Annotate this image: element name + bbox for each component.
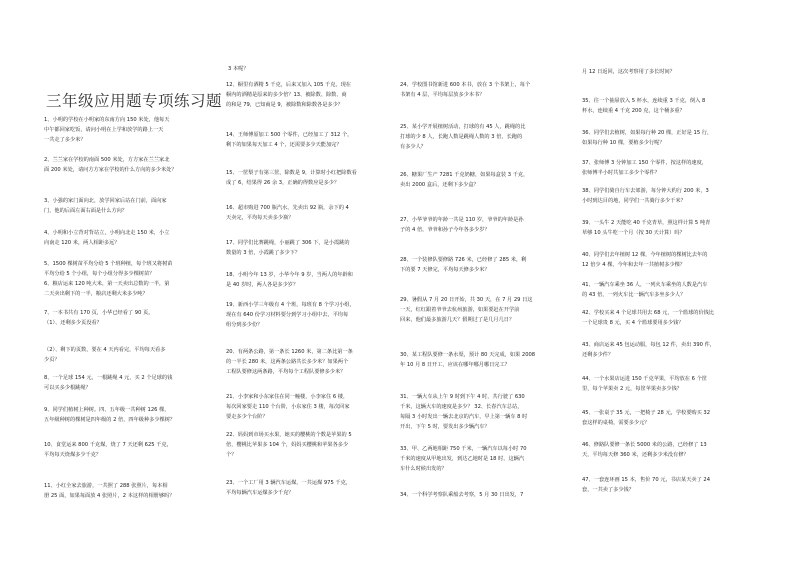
question-q42 — [582, 308, 750, 328]
question-q18 — [226, 270, 388, 290]
question-line: 月 12 日返回，这次考察用了多长时间？ — [582, 69, 675, 75]
question-line: 6、粮店运来 120 吨大米，第一天卖出总数的一半，第 — [44, 281, 170, 287]
question-q17 — [226, 238, 388, 258]
question-line: 卖出 2000 盒后，还剩下多少盒？ — [400, 182, 479, 188]
question-q40 — [582, 250, 750, 270]
question-q43 — [582, 340, 750, 360]
question-line: 小时到达目的地，同学们一共骑行多少千米？ — [582, 198, 686, 204]
question-q39 — [582, 218, 750, 238]
question-line: 38、同学们骑自行车去郊游，每分钟大约行 200 米，3 — [582, 188, 709, 194]
question-line: 套，一共卖了多少钱？ — [582, 487, 634, 493]
question-line: 19、新西小学三年级有 4 个班，每班有 8 个学习小组， — [226, 302, 355, 308]
question-line: 张师傅半小时共加工多少个零件？ — [582, 170, 660, 176]
question-line: 1、小明的学校在小明家的东南方向 150 米处，他每天 — [44, 117, 170, 123]
question-q14 — [226, 130, 388, 150]
question-line: 一个足球贵 8 元，买 4 个篮球要用多少钱？ — [582, 320, 684, 326]
question-line: 27、小华爷爷的年龄一共是 110 岁，爷爷的年龄是孙 — [400, 217, 524, 223]
question-line: 的一半长 280 米，这两条公路共长多少米？如果两个 — [226, 359, 349, 365]
question-q7b — [44, 345, 216, 365]
question-line: 3、小强的家门面向北，放学回家后站在门前，面向家 — [44, 198, 167, 204]
question-q10 — [44, 440, 216, 460]
question-line: 天卖完，平均每天卖多少瓶？ — [226, 215, 294, 221]
question-line: 39、一头牛 2 天能吃 40 千克青草，照这样计算 5 吨青 — [582, 220, 711, 226]
question-q44 — [582, 374, 750, 394]
question-q2 — [44, 155, 216, 175]
question-q7 — [44, 308, 216, 328]
question-line: 47、一套连环画 15 本，售价 70 元，书店某天卖了 24 — [582, 477, 711, 483]
question-line: 现在有 640 份学习材料要分到学习小组中去，平均每 — [226, 312, 349, 318]
question-line: 下的要 7 天修完，平均每天修多少米？ — [400, 267, 490, 273]
question-line: 有多少人？ — [400, 144, 426, 150]
question-q9 — [44, 405, 216, 425]
question-q23 — [226, 478, 388, 498]
question-q11 — [44, 481, 216, 501]
question-q38 — [582, 186, 750, 206]
question-line: 书架有 4 层，平均每层放多少本书？ — [400, 92, 485, 98]
question-line: 的和是 79，已知商是 9，被除数和除数各是多少？ — [226, 102, 343, 108]
question-line: 23、一个工厂用 3 辆汽车运煤，一共运煤 975 千克， — [226, 480, 351, 486]
question-q15 — [226, 168, 388, 188]
question-q19 — [226, 300, 388, 330]
question-q20 — [226, 347, 388, 377]
question-line: 千米的速度从甲地出发，到达乙地时是 18 时，这辆汽 — [400, 456, 525, 462]
question-q35 — [582, 96, 750, 116]
question-line: 18、小明今年 13 岁，小华今年 9 岁，当两人的年龄和 — [226, 272, 353, 278]
question-line: 37、张师傅 3 分钟加工 150 个零件，按这样的速度， — [582, 160, 707, 166]
question-line: 44、一个水果店运进 150 千克苹果，平均放在 6 个筐 — [582, 376, 707, 382]
question-line: 26、糖果厂生产 7281 千克奶糖，如果每盒装 3 千克， — [400, 172, 529, 178]
question-line: 43、商店运来 45 包运动服，每包 12 件，卖出 390 件， — [582, 342, 715, 348]
question-line: 是 40 岁时，两人各是多少岁？ — [226, 282, 299, 288]
question-line: 28、一个装修队要修路 726 米，已经修了 285 米，剩 — [400, 257, 527, 263]
question-line: 11、小红全家去旅游，一共照了 288 张照片，每本相 — [44, 483, 168, 489]
question-q22 — [226, 430, 388, 460]
question-line: 个？ — [226, 452, 237, 458]
question-line: 还剩多少件？ — [582, 352, 614, 358]
question-line: 7、一本书共有 170 页，小华已经看了 90 页。 — [44, 310, 154, 316]
question-line: 36、同学们去植树，如果每行种 20 棵，正好是 15 行， — [582, 130, 713, 136]
question-line: 开出，下午 5 时，要发出多少辆汽车？ — [400, 424, 490, 430]
question-q34b — [582, 67, 750, 77]
question-q5 — [44, 259, 216, 279]
question-line: 每隔 3 小时发出一辆去北京的汽车，早上第一辆车 8 时 — [400, 414, 528, 420]
question-continuation: 3 本呢？ — [228, 66, 249, 72]
question-line: 17、同学们比赛跳绳，小丽跳了 306 下，是小霞跳的 — [226, 240, 350, 246]
question-q26 — [400, 170, 572, 190]
question-line: （1）、还剩多少页没看？ — [44, 320, 102, 326]
question-line: 五年级种树的棵树是四年级的 2 倍，四年级种多少棵树？ — [44, 417, 176, 423]
question-q47 — [582, 475, 750, 495]
question-line: 年 10 月 8 日开工，应该在哪年哪月哪日完工？ — [400, 362, 510, 368]
question-line: 一天，红红跟着爷爷去杭州旅游，如果要赶在开学前 — [400, 307, 520, 313]
question-line: 34、一个科学考察队乘船去考察，5 月 30 日出发，7 — [400, 492, 524, 498]
question-line: 每次回家要走 110 个台阶，小东家住 3 楼，每次回家 — [226, 404, 350, 410]
question-q41 — [582, 280, 750, 300]
question-line: 倍，樱桃比苹果多 104 个，妈妈买樱桃和苹果各多少 — [226, 442, 349, 448]
question-q24 — [400, 80, 572, 100]
question-q31 — [400, 392, 572, 432]
question-line: 向南走 120 米，两人相距多远？ — [44, 240, 120, 246]
question-q27 — [400, 215, 572, 235]
question-line: 24、学校图书馆新进 600 本书，放在 3 个书架上，每个 — [400, 82, 531, 88]
question-line: 33、甲、乙两地相距 750 千米，一辆汽车以每小时 70 — [400, 446, 527, 452]
question-line: 的 43 倍，一列火车比一辆汽车多坐多少人？ — [582, 292, 686, 298]
question-q45 — [582, 408, 750, 428]
question-q1 — [44, 115, 216, 145]
question-line: 回来，他们最多旅游几天？假期过了是几月几日？ — [400, 317, 515, 323]
question-q30 — [400, 350, 572, 370]
question-line: 12 倍少 4 棵，今年和去年一共植树多少棵？ — [582, 262, 686, 268]
question-line: 5、1500 棵树苗平均分给 5 个班种植，每个班又将树苗 — [44, 261, 173, 267]
question-line: 面 200 米处，请问方方家在学校的什么方向的多少米处？ — [44, 167, 177, 173]
question-line: 35、往一个抽屉放入 5 杯水，连续重 3 千克，倒入 8 — [582, 98, 706, 104]
question-q6 — [44, 279, 216, 299]
question-line: 42、学校买来 4 个足球共用去 68 元，一个篮球的价钱比 — [582, 310, 715, 316]
question-line: 要走多少个台阶？ — [226, 414, 268, 420]
question-line: （2）、剩下的页数，要在 4 天内看完，平均每天看多 — [44, 347, 166, 353]
question-q34 — [400, 490, 572, 500]
question-q21 — [226, 392, 388, 422]
question-q3 — [44, 196, 216, 216]
question-line: 40、同学们去年植树 12 棵，今年植树的棵树比去年的 — [582, 252, 708, 258]
question-line: 10、食堂运来 800 千克煤，烧了 7 天还剩 625 千克， — [44, 442, 172, 448]
question-q25 — [400, 122, 572, 152]
question-line: 46、修路队要修一条长 5000 米的公路，已经修了 13 — [582, 442, 707, 448]
question-line: 组分到多少份？ — [226, 322, 263, 328]
question-line: 数量的 3 倍，小霞跳了多少下？ — [226, 250, 301, 256]
question-line: 草够 10 头牛吃一个月（按 30 天计算）吗？ — [582, 230, 685, 236]
question-column-1 — [44, 0, 223, 561]
question-q4 — [44, 228, 216, 248]
question-q36 — [582, 128, 750, 148]
question-line: 册 25 面，如果每面放 4 张照片，2 本这样的相册够吗？ — [44, 493, 175, 499]
question-line: 9、同学们植树上种树。四、五年级一共种树 126 棵， — [44, 407, 170, 413]
question-line: 20、有两条公路，第一条长 1260 米，第二条比第一条 — [226, 349, 353, 355]
question-line: 41、一辆汽车乘坐 36 人，一列火车乘坐的人数是汽车 — [582, 282, 708, 288]
question-line: 21、小李家和小东家住在同一幢楼，小李家住 6 楼， — [226, 394, 349, 400]
question-q8 — [44, 373, 216, 393]
question-q28 — [400, 255, 572, 275]
question-line: 29、暑假从 7 月 20 日开始，共 30 天，在 7 月 29 日这 — [400, 297, 533, 303]
question-line: 平均每天烧煤多少千克？ — [44, 452, 102, 458]
question-q46 — [582, 440, 750, 460]
question-column-4 — [582, 0, 750, 561]
question-line: 如果每行种 10 棵，要植多少行呢？ — [582, 140, 665, 146]
question-line: 22、妈妈到市场买水果，她买的樱桃的个数是苹果的 5 — [226, 432, 352, 438]
question-line: 8、一个足球 154 元，一根跳绳 4 元，买 2 个足球的钱 — [44, 375, 173, 381]
question-line: 工程队要修这两条路，平均每个工程队要修多少米？ — [226, 369, 346, 375]
question-line: 30、某工程队要修一条水渠，预计 80 天完成，如果 2008 — [400, 352, 536, 358]
question-line: 25、某小学开展植树活动，打球的有 45 人，跳绳的比 — [400, 124, 526, 130]
question-line: 打球的少 8 人，长跑人数是跳绳人数的 3 倍，长跑的 — [400, 134, 523, 140]
question-line: 平均每辆汽车运煤多少千克？ — [226, 490, 294, 496]
question-q16 — [226, 203, 388, 223]
question-line: 天，平均每天修 360 米，还剩多少米没有修？ — [582, 452, 689, 458]
question-line: 车什么时候出发的？ — [400, 466, 447, 472]
question-line: 一共走了多少米？ — [44, 137, 86, 143]
question-q29 — [400, 295, 572, 325]
question-line: 门，他的后面左面右面是什么方向？ — [44, 208, 128, 214]
question-line: 14、王师傅原加工 500 个零件，已经加工了 312 个， — [226, 132, 353, 138]
question-line: 平均分给 5 个小组，每个小组分得多少棵树苗？ — [44, 271, 155, 277]
question-line: 千米，这辆大车的速度是多少？ 32、长春汽车总站， — [400, 404, 523, 410]
question-line: 12、橱里有酒精 5 千克，后来又加入 105 千克，现在 — [226, 82, 351, 88]
question-line: 16、超市购进 700 瓶汽水，先卖出 92 瓶，余下的 4 — [226, 205, 349, 211]
question-line: 31、一辆大车从上午 9 时到下午 4 时，共行驶了 630 — [400, 394, 525, 400]
question-column-2 — [226, 0, 388, 561]
page-title: 三年级应用题专项练习题 — [46, 92, 223, 110]
question-line: 可以买多少根跳绳？ — [44, 385, 91, 391]
question-line: 剩下的如果每天加工 4 个，还需要多少天能加完？ — [226, 142, 342, 148]
question-column-3 — [400, 0, 572, 561]
question-line: 子的 4 倍，爷爷和孙子今年各多少岁？ — [400, 227, 490, 233]
question-line: 杯水，连续重 4 千克 200 克，这个桶多重？ — [582, 108, 685, 114]
question-line: 少页？ — [44, 357, 60, 363]
question-line: 成了 6，结果得 26 余 3，正确的得数应是多少？ — [226, 180, 340, 186]
question-line: 2、兰兰家在学校的南面 500 米处，方方家在兰兰家北 — [44, 157, 170, 163]
question-line: 二天卖出剩下的一半，粮店还剩大米多少吨？ — [44, 291, 148, 297]
question-line: 中午都回家吃饭，请问小明在上学和放学的路上一天 — [44, 127, 164, 133]
question-line: 橱内的酒精是原来的多少倍？13、被除数、除数、商 — [226, 92, 347, 98]
question-line: 套这样的桌椅，需要多少元？ — [582, 420, 650, 426]
question-line: 45、一张桌子 35 元，一把椅子 28 元，学校要购买 32 — [582, 410, 711, 416]
question-q33 — [400, 444, 572, 474]
question-q37 — [582, 158, 750, 178]
question-line: 15、一筐梨子有第三筐，除数是 9，计算时小红把除数看 — [226, 170, 357, 176]
question-line: 4、小明和小立背对背站立，小明向北走 150 米，小立 — [44, 230, 170, 236]
question-q12 — [226, 80, 388, 110]
question-line: 里，每个苹果卖 2 元，每筐苹果卖多少钱？ — [582, 386, 682, 392]
